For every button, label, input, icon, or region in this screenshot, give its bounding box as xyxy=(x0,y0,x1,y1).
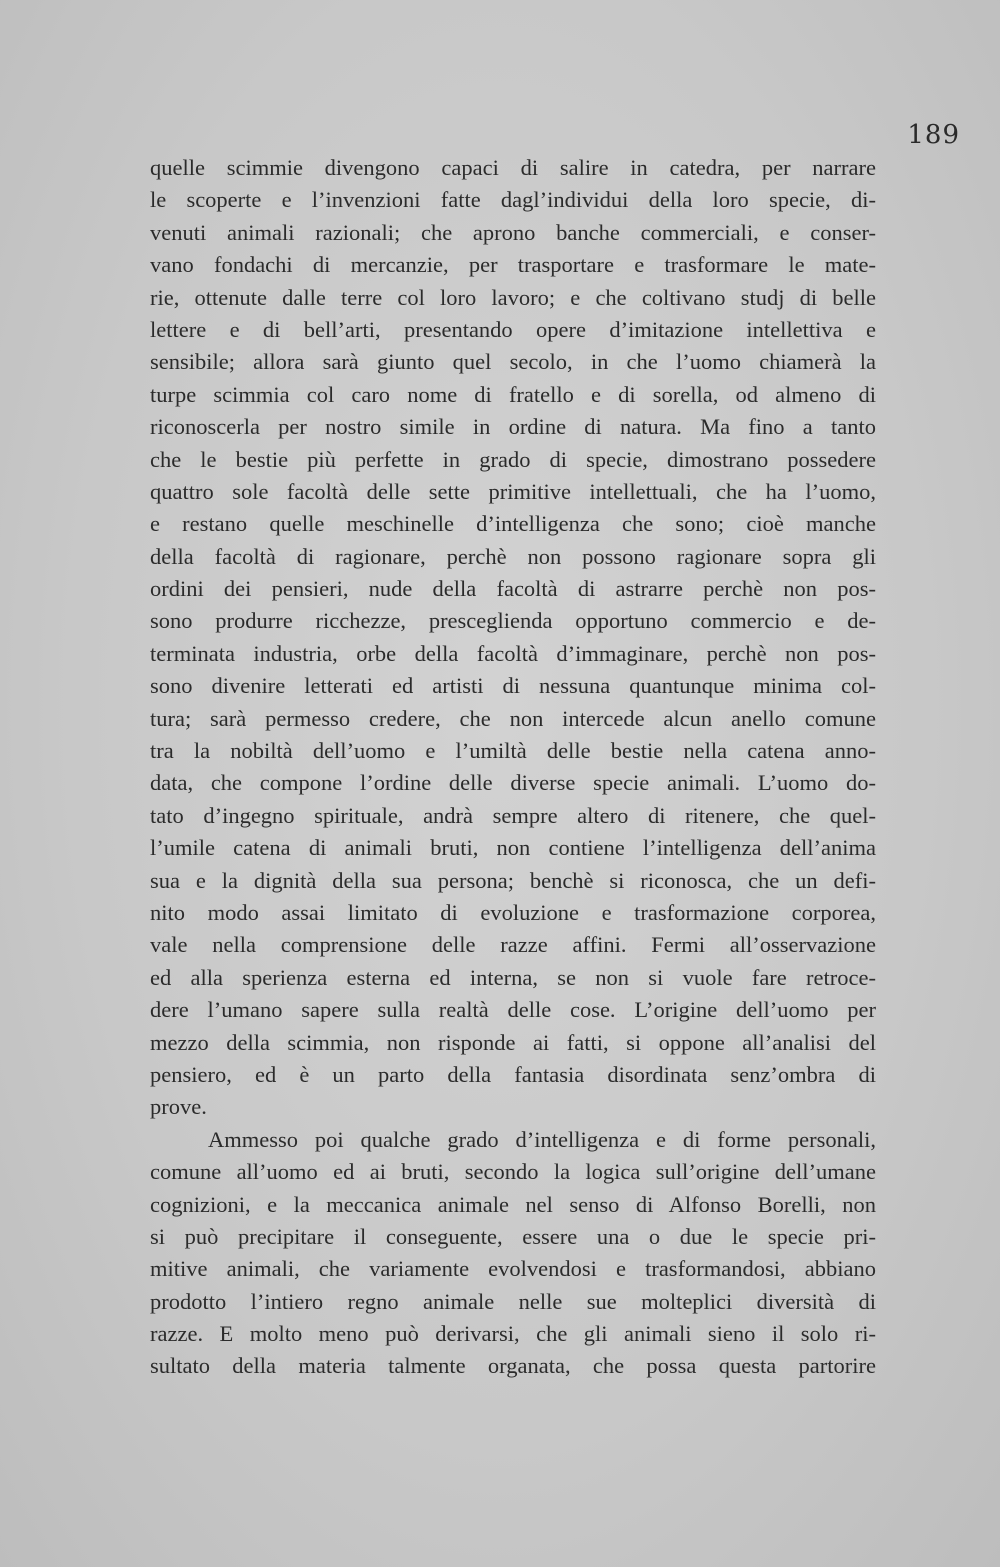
text-line: prodotto l’intiero regno animale nelle sue molteplici diversità di xyxy=(150,1288,876,1314)
text-line: della facoltà di ragionare, perchè non possono ragionare sopra gli xyxy=(150,543,876,569)
body-text xyxy=(150,152,876,1383)
text-line: mitive animali, che variamente evolvendosi e trasformandosi, abbiano xyxy=(150,1256,876,1282)
text-line: venuti animali razionali; che aprono banche commerciali, e conser- xyxy=(150,219,876,245)
text-line: vano fondachi di mercanzie, per trasportare e trasformare le mate- xyxy=(150,252,876,278)
text-line: sua e la dignità della sua persona; benchè si riconosca, che un defi- xyxy=(150,867,876,893)
text-line: riconoscerla per nostro simile in ordine di natura. Ma fino a tanto xyxy=(150,414,876,440)
text-line: data, che compone l’ordine delle diverse specie animali. L’uomo do- xyxy=(150,770,876,796)
text-line: quattro sole facoltà delle sette primitive intellettuali, che ha l’uomo, xyxy=(150,478,876,504)
text-line: sono divenire letterati ed artisti di nessuna quantunque minima col- xyxy=(150,673,876,699)
text-line: che le bestie più perfette in grado di specie, dimostrano possedere xyxy=(150,446,876,472)
text-line: vale nella comprensione delle razze affini. Fermi all’osservazione xyxy=(150,932,876,958)
text-line: sono produrre ricchezze, presceglienda opportuno commercio e de- xyxy=(150,608,876,634)
text-line: pensiero, ed è un parto della fantasia disordinata senz’ombra di xyxy=(150,1061,876,1087)
text-line: si può precipitare il conseguente, essere una o due le specie pri- xyxy=(150,1223,876,1249)
text-line: comune all’uomo ed ai bruti, secondo la logica sull’origine dell’umane xyxy=(150,1159,876,1185)
text-line: rie, ottenute dalle terre col loro lavoro; e che coltivano studj di belle xyxy=(150,284,876,310)
text-line: turpe scimmia col caro nome di fratello e di sorella, od almeno di xyxy=(150,381,876,407)
text-line: razze. E molto meno può derivarsi, che gli animali sieno il solo ri- xyxy=(150,1321,876,1347)
text-line: quelle scimmie divengono capaci di salire in catedra, per narrare xyxy=(150,155,876,180)
text-line: cognizioni, e la meccanica animale nel senso di Alfonso Borelli, non xyxy=(150,1191,876,1217)
text-line: tra la nobiltà dell’uomo e l’umiltà delle bestie nella catena anno- xyxy=(150,738,876,764)
text-line: e restano quelle meschinelle d’intelligenza che sono; cioè manche xyxy=(150,511,876,537)
text-line: sensibile; allora sarà giunto quel secolo, in che l’uomo chiamerà la xyxy=(150,349,876,375)
text-line: l’umile catena di animali bruti, non contiene l’intelligenza dell’anima xyxy=(150,835,876,861)
text-line: Ammesso poi qualche grado d’intelligenza e di forme personali, xyxy=(208,1126,876,1152)
text-line: nito modo assai limitato di evoluzione e trasformazione corporea, xyxy=(150,899,876,925)
text-line: dere l’umano sapere sulla realtà delle cose. L’origine dell’uomo per xyxy=(150,997,876,1023)
page-number: 189 xyxy=(907,120,960,150)
text-line: ordini dei pensieri, nude della facoltà di astrarre perchè non pos- xyxy=(150,576,876,602)
text-line: mezzo della scimmia, non risponde ai fatti, si oppone all’analisi del xyxy=(150,1029,876,1055)
text-line: terminata industria, orbe della facoltà d’immaginare, perchè non pos- xyxy=(150,640,876,666)
text-line: tura; sarà permesso credere, che non intercede alcun anello comune xyxy=(150,705,876,731)
text-line: prove. xyxy=(150,1094,207,1120)
text-line: ed alla sperienza esterna ed interna, se non si vuole fare retroce- xyxy=(150,964,876,990)
text-line: le scoperte e l’invenzioni fatte dagl’individui della loro specie, di- xyxy=(150,187,876,213)
text-line: lettere e di bell’arti, presentando opere d’imitazione intellettiva e xyxy=(150,316,876,342)
text-line: tato d’ingegno spirituale, andrà sempre altero di ritenere, che quel- xyxy=(150,802,876,828)
text-line: sultato della materia talmente organata, che possa questa partorire xyxy=(150,1353,876,1379)
